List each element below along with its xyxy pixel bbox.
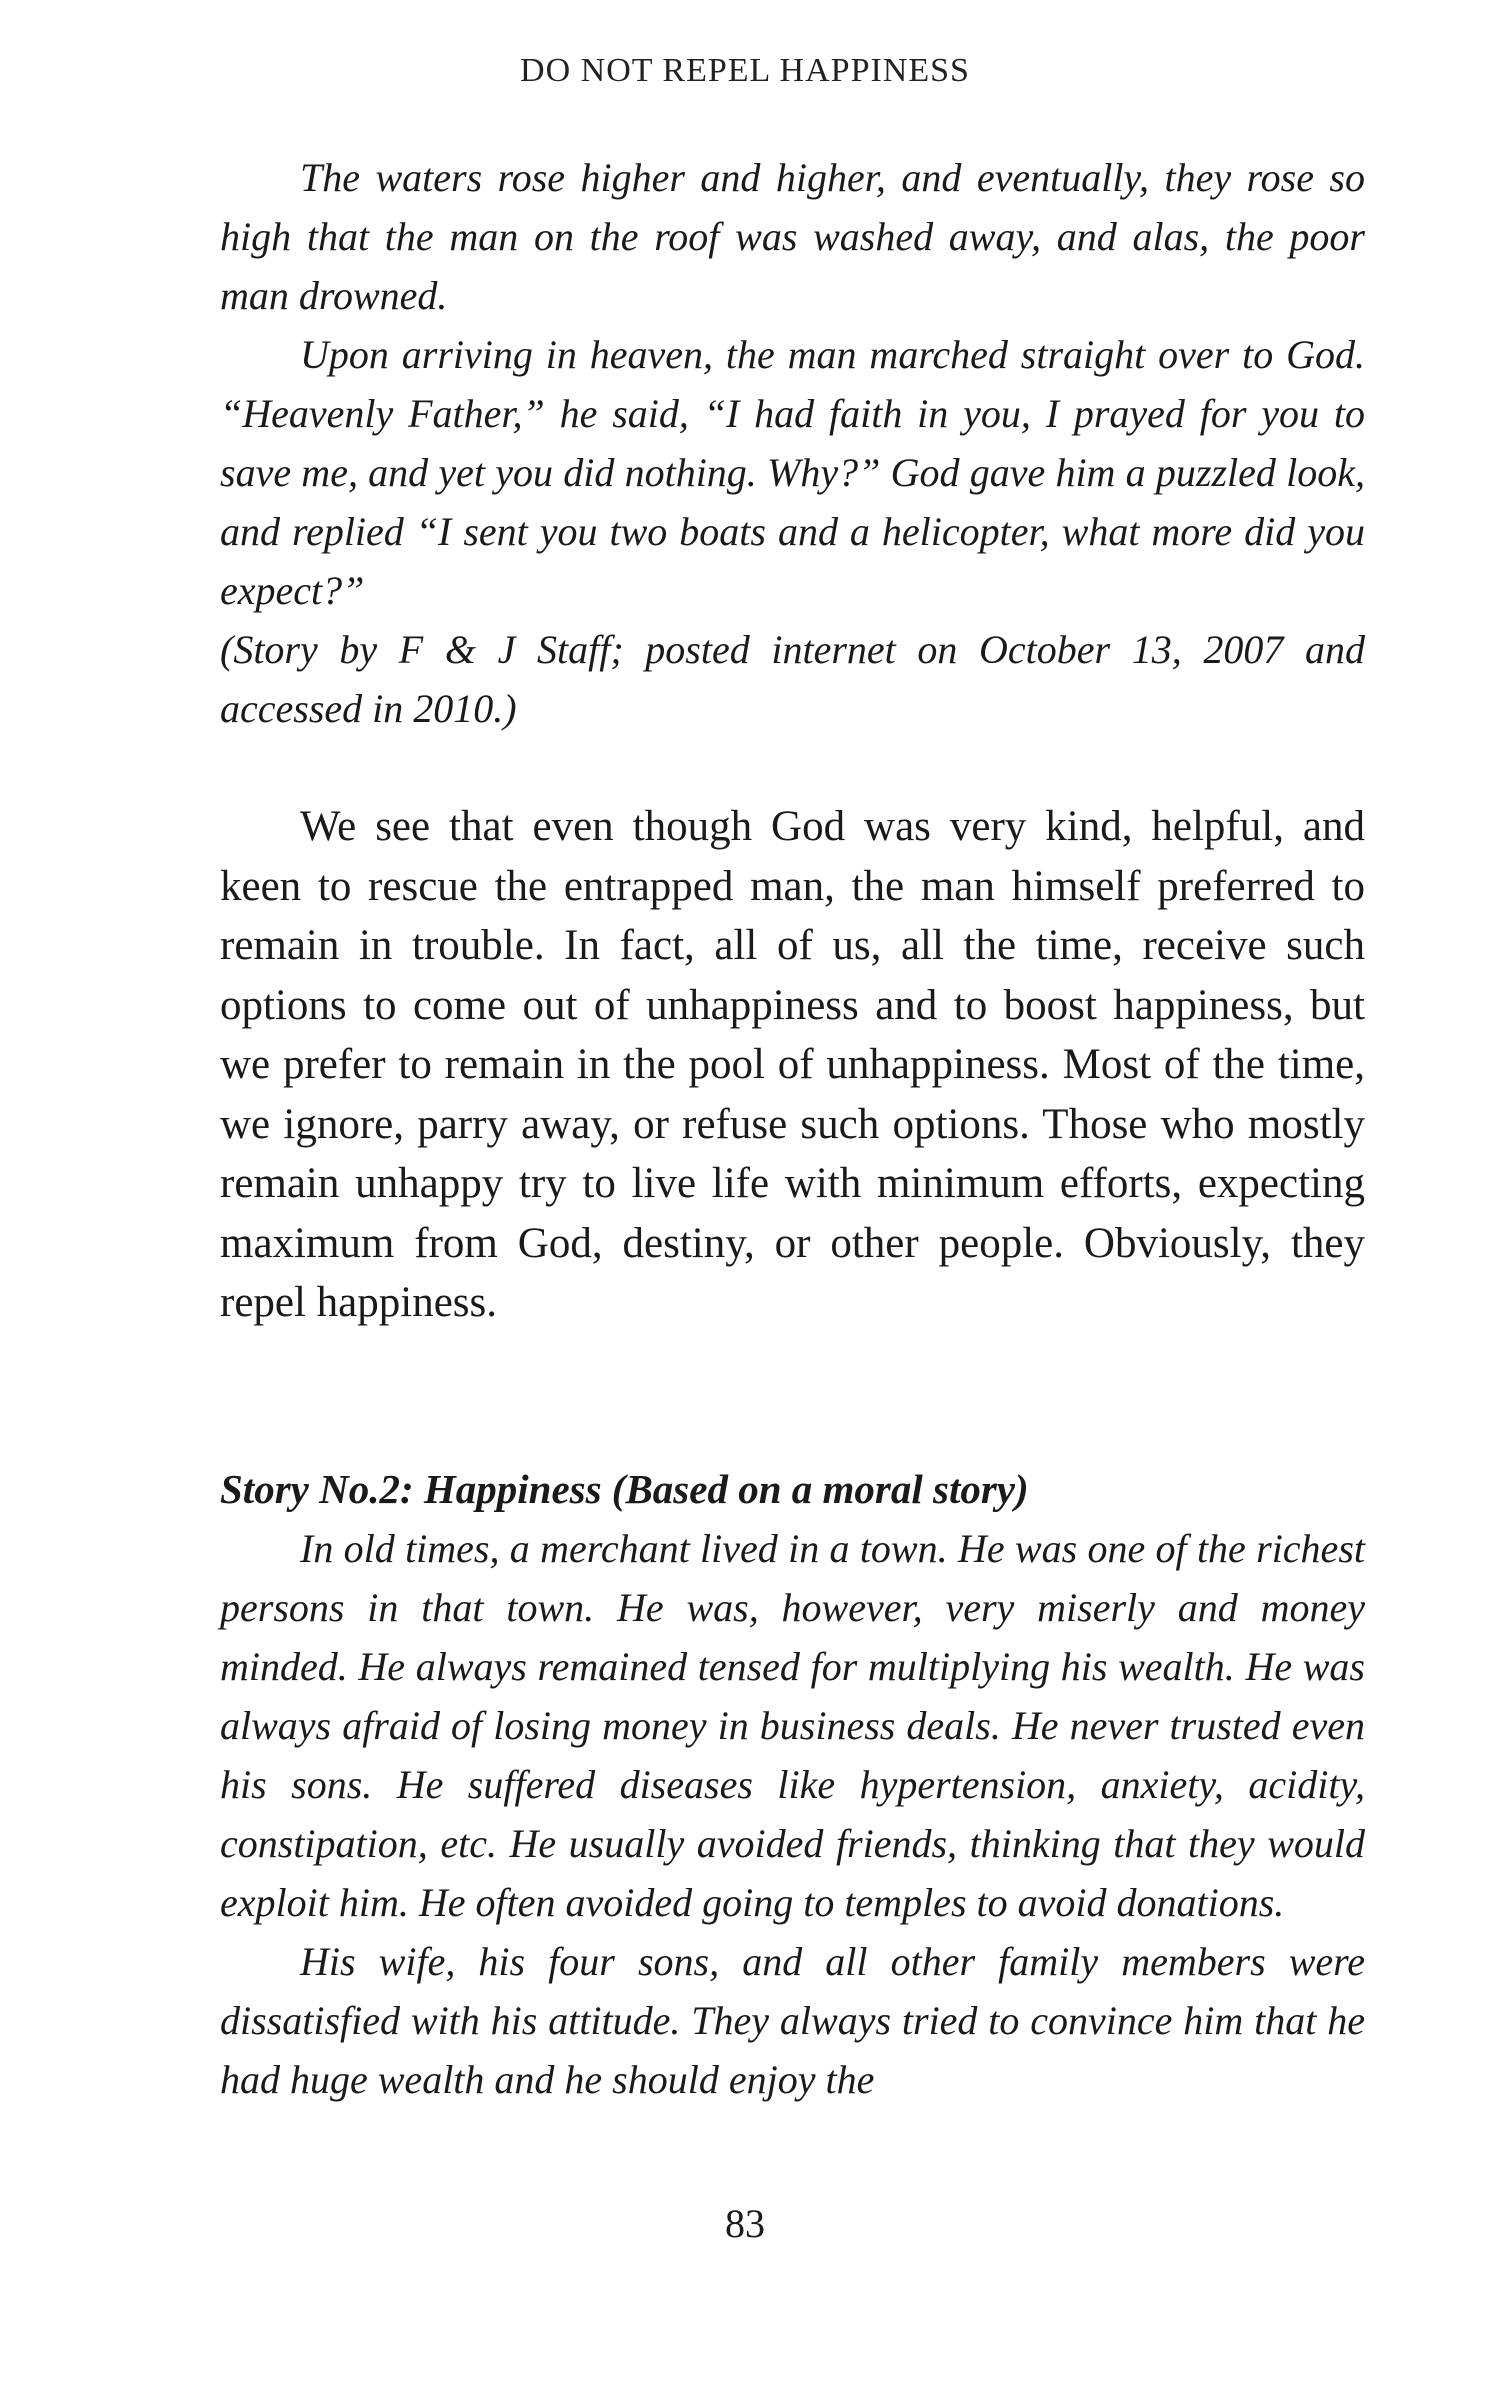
story2-heading: Story No.2: Happiness (Based on a moral story)	[220, 1466, 1029, 1512]
running-head: DO NOT REPEL HAPPINESS	[520, 52, 970, 89]
story1-paragraph: Upon arriving in heaven, the man marched straight over to God. “Heavenly Father,” he said, “I had faith in you, I prayed for you to save me, and yet you did nothing. Why?” God gave him a puzzled look, and replied “I sent you two boats and a helicopter, what more did you expect?”	[220, 332, 1365, 613]
commentary-block	[220, 797, 1365, 1333]
page-number: 83	[725, 2201, 765, 2246]
story-citation: (Story by F & J Staff; posted internet on October 13, 2007 and accessed in 2010.)	[220, 627, 1365, 731]
story2-paragraph: In old times, a merchant lived in a town. He was one of the richest persons in that town. He was, however, very miserly and money minded. He always remained tensed for multiplying his wealth. He was always afraid of losing money in business deals. He never trusted even his sons. He suffered diseases like hypertension, anxiety, acidity, constipation, etc. He usually avoided friends, thinking that they would exploit him. He often avoided going to temples to avoid donations.	[220, 1526, 1365, 1925]
story1-ending	[220, 148, 1365, 738]
story2-paragraph: His wife, his four sons, and all other family members were dissatisfied with his attitude. They always tried to convince him that he had huge wealth and he should enjoy the	[220, 1939, 1365, 2102]
story1-paragraph: The waters rose higher and higher, and eventually, they rose so high that the man on the roof was washed away, and alas, the poor man drowned.	[220, 155, 1365, 318]
commentary-paragraph: We see that even though God was very kind, helpful, and keen to rescue the entrapped man, the man himself preferred to remain in trouble. In fact, all of us, all the time, receive such options to come out of unhappiness and to boost happiness, but we prefer to remain in the pool of unhappiness. Most of the time, we ignore, parry away, or refuse such options. Those who mostly remain unhappy try to live life with minimum efforts, expecting maximum from God, destiny, or other people. Obviously, they repel happiness.	[220, 803, 1365, 1326]
story2-block	[220, 1460, 1365, 2109]
